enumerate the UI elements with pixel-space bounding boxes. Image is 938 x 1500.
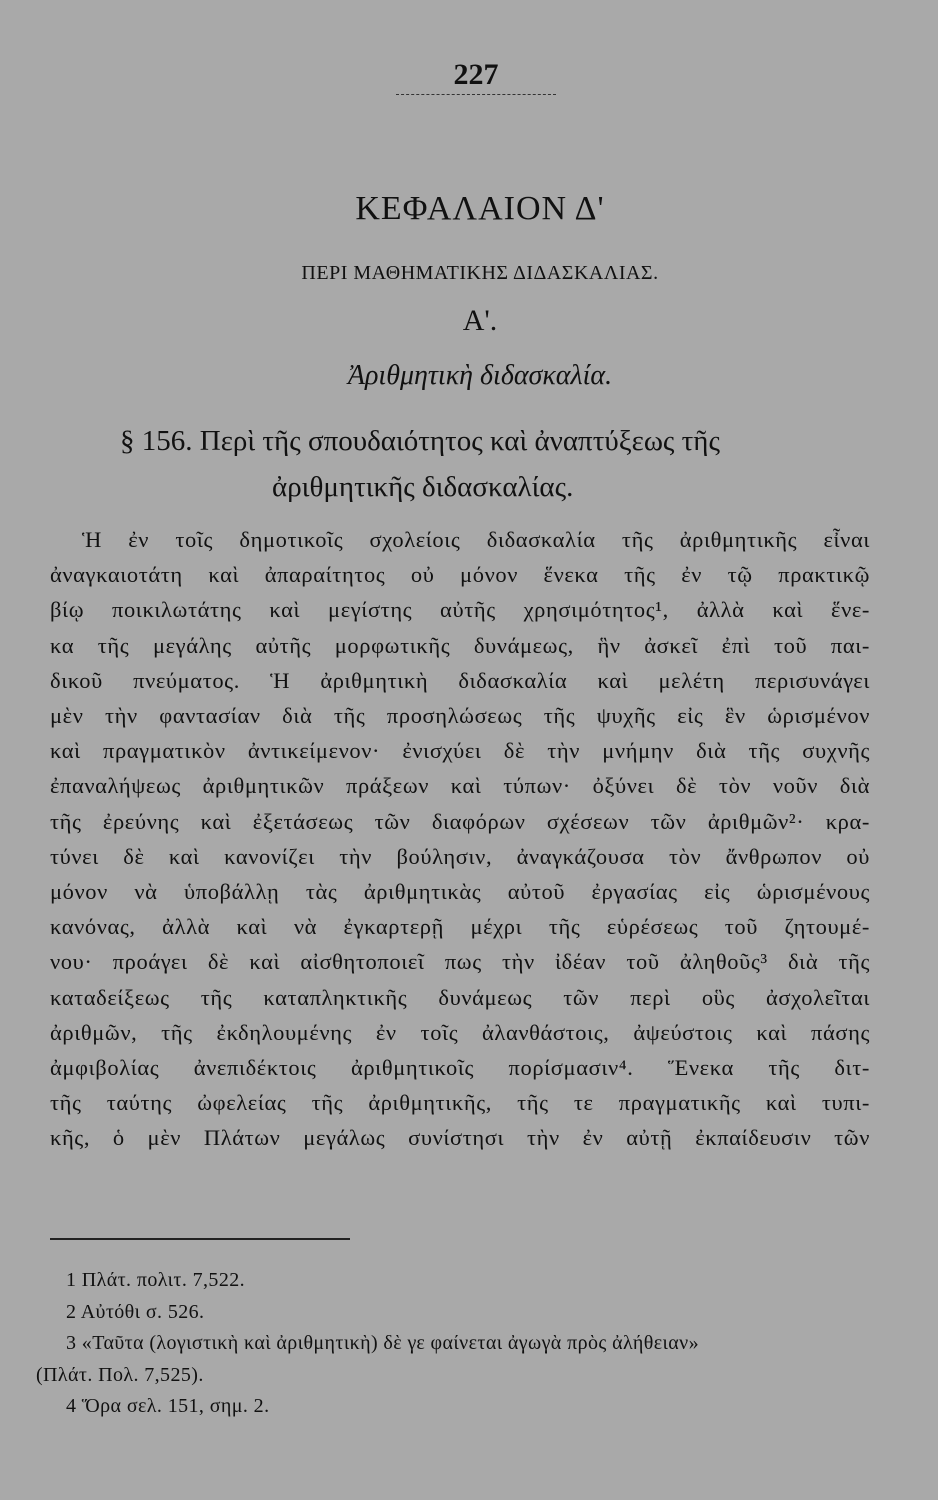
footnote-3: 3 «Ταῦτα (λογιστικὴ καὶ ἀριθμητικὴ) δὲ γε φαίνεται ἀγωγὰ πρὸς ἀλήθειαν» [66,1332,700,1354]
body-line: καὶ πραγματικὸν ἀντικείμενον· ἐνισχύει δὲ τὴν μνήμην διὰ τῆς συχνῆς [50,738,870,764]
paragraph-heading [120,418,860,510]
body-text [50,522,870,1156]
footnote-3-continuation: (Πλάτ. Πολ. 7,525). [36,1363,204,1386]
chapter-title: ΚΕΦΑΛΑΙΟΝ Δ' [355,190,605,227]
page-number: 227 [453,58,499,91]
section-letter: Α'. [462,304,498,337]
page-number-rule [396,94,556,95]
chapter-subtitle: ΠΕΡΙ ΜΑΘΗΜΑΤΙΚΗΣ ΔΙΔΑΣΚΑΛΙΑΣ. [301,262,659,284]
body-line: κῆς, ὁ μὲν Πλάτων μεγάλως συνίστησι τὴν ἐν αὐτῇ ἐκπαίδευσιν τῶν [50,1125,870,1151]
body-line: τῆς ἐρεύνης καὶ ἐξετάσεως τῶν διαφόρων σχέσεων τῶν ἀριθμῶν²· κρα- [50,808,870,834]
paragraph-heading-line-1: § 156. Περὶ τῆς σπουδαιότητος καὶ ἀναπτύξεως τῆς [120,425,720,457]
section-name: Ἀριθμητικὴ διδασκαλία. [347,360,613,391]
body-line: τύνει δὲ καὶ κανονίζει τὴν βούλησιν, ἀναγκάζουσα τὸν ἄνθρωπον οὐ [50,843,870,869]
body-line: μὲν τὴν φαντασίαν διὰ τῆς προσηλώσεως τῆς ψυχῆς εἰς ἓν ὡρισμένον [50,703,870,729]
body-line: τῆς ταύτης ὠφελείας τῆς ἀριθμητικῆς, τῆς τε πραγματικῆς καὶ τυπι- [50,1090,870,1116]
body-line: βίῳ ποικιλωτάτης καὶ μεγίστης αὐτῆς χρησιμότητος¹, ἀλλὰ καὶ ἕνε- [50,597,870,623]
footnote-4: 4 Ὅρα σελ. 151, σημ. 2. [66,1395,270,1417]
body-line: κανόνας, ἀλλὰ καὶ νὰ ἐγκαρτερῇ μέχρι τῆς εὑρέσεως τοῦ ζητουμέ- [50,914,870,940]
footnotes [36,1265,876,1423]
body-line: ἀναγκαιοτάτη καὶ ἀπαραίτητος οὐ μόνον ἕνεκα τῆς ἐν τῷ πρακτικῷ [50,562,870,588]
body-line: δικοῦ πνεύματος. Ἡ ἀριθμητικὴ διδασκαλία καὶ μελέτη περισυνάγει [50,667,870,693]
body-line: ἐπαναλήψεως ἀριθμητικῶν πράξεων καὶ τύπων· ὀξύνει δὲ τὸν νοῦν διὰ [50,773,870,799]
body-line: νου· προάγει δὲ καὶ αἰσθητοποιεῖ πως τὴν ἰδέαν τοῦ ἀληθοῦς³ διὰ τῆς [50,949,870,975]
body-line: μόνον νὰ ὑποβάλλῃ τὰς ἀριθμητικὰς αὐτοῦ ἐργασίας εἰς ὡρισμένους [50,879,870,905]
body-line: ἀριθμῶν, τῆς ἐκδηλουμένης ἐν τοῖς ἀλανθάστοις, ἀψεύστοις καὶ πάσης [50,1019,870,1045]
body-line: κα τῆς μεγάλης αὐτῆς μορφωτικῆς δυνάμεως, ἣν ἀσκεῖ ἐπὶ τοῦ παι- [50,632,870,658]
footnote-2: 2 Αὐτόθι σ. 526. [66,1300,205,1323]
body-line: καταδείξεως τῆς καταπληκτικῆς δυνάμεως τῶν περὶ οὓς ἀσχολεῖται [50,984,870,1010]
footnote-separator [50,1238,350,1240]
paragraph-heading-line-2: ἀριθμητικῆς διδασκαλίας. [272,471,574,503]
body-line: Ἡ ἐν τοῖς δημοτικοῖς σχολείοις διδασκαλία τῆς ἀριθμητικῆς εἶναι [82,527,870,552]
body-line: ἀμφιβολίας ἀνεπιδέκτοις ἀριθμητικοῖς πορίσμασιν⁴. Ἕνεκα τῆς διτ- [50,1055,870,1081]
footnote-1: 1 Πλάτ. πολιτ. 7,522. [66,1269,246,1291]
